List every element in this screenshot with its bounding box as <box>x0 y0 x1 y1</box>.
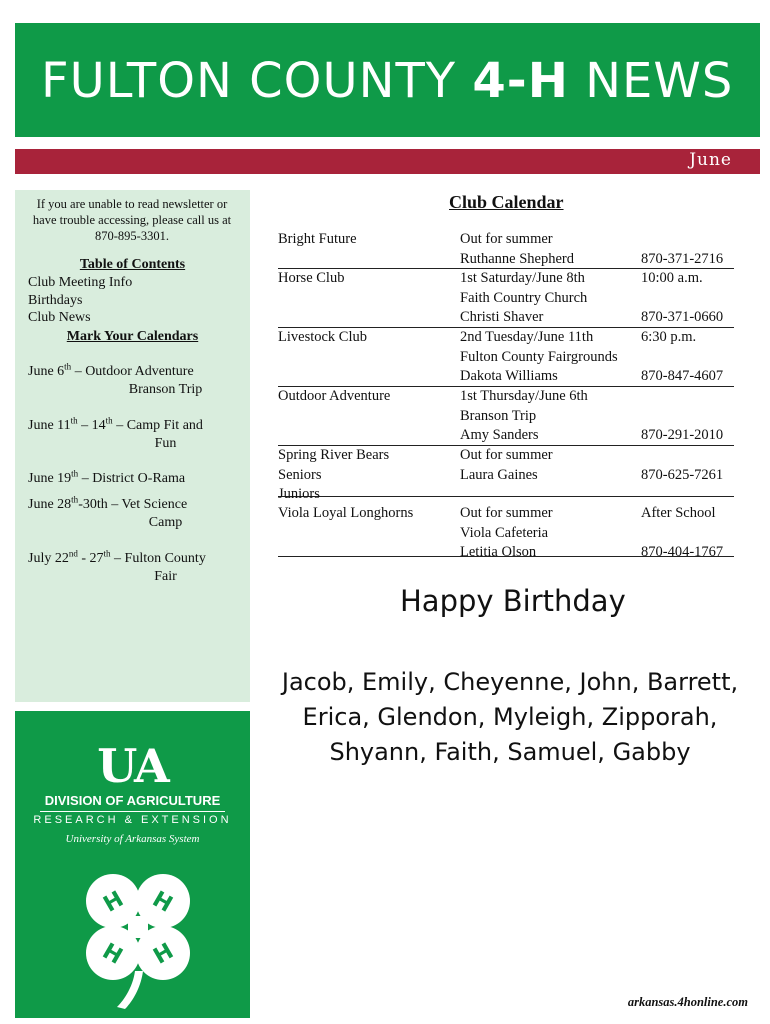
birthday-names-line: Erica, Glendon, Myleigh, Zipporah, <box>302 703 718 731</box>
toc-item: Club News <box>28 310 91 325</box>
logo-divider <box>40 811 225 812</box>
sidebar <box>15 190 250 702</box>
header-banner <box>15 23 760 137</box>
footer-url: arkansas.4honline.com <box>627 995 748 1009</box>
calendar-event: June 6th – Outdoor Adventure Branson Trip <box>28 361 203 397</box>
table-row: Livestock Club 2nd Tuesday/June 11th 6:30 p.m. Fulton County Fairgrounds Dakota Williams 870-847-4607 <box>278 328 734 387</box>
division-text: DIVISION OF AGRICULTURE <box>44 793 221 808</box>
calendar-event: June 11th – 14th – Camp Fit and Fun <box>28 415 203 451</box>
birthday-names-line: Shyann, Faith, Samuel, Gabby <box>329 738 691 766</box>
svg-text:H: H <box>149 938 178 970</box>
table-row: Viola Loyal Longhorns Out for summer After School Viola Cafeteria Letitia Olson 870-404-1767 <box>278 504 734 557</box>
birthday-names-line: Jacob, Emily, Cheyenne, John, Barrett, <box>281 668 739 696</box>
toc-item: Birthdays <box>28 292 83 308</box>
table-row: Spring River Bears Seniors Juniors Out for summer Laura Gaines 870-625-7261 <box>278 446 734 497</box>
ua-logo: UA <box>97 739 168 793</box>
toc-title: Table of Contents <box>79 257 186 272</box>
access-note: If you are unable to read newsletter or have trouble accessing, please call us at 870-895-3301. <box>32 197 232 243</box>
issue-month: June <box>689 150 732 170</box>
system-text: University of Arkansas System <box>65 833 200 845</box>
birthday-names <box>280 665 740 770</box>
newsletter-title: FULTON COUNTY 4-H NEWS <box>41 53 734 109</box>
table-row: Horse Club 1st Saturday/June 8th 10:00 a.m. Faith Country Church Christi Shaver 870-371-0660 <box>278 269 734 328</box>
research-text: RESEARCH & EXTENSION <box>33 814 232 826</box>
calendar-event: July 22nd - 27th – Fulton County Fair <box>28 548 206 584</box>
uada-logo-block <box>15 711 250 1018</box>
svg-text:H: H <box>98 938 127 970</box>
toc-item: Club Meeting Info <box>28 275 133 290</box>
month-bar <box>15 149 760 174</box>
four-h-clover-icon <box>73 861 203 1011</box>
mark-calendars-title: Mark Your Calendars <box>66 329 199 344</box>
toc-list <box>28 274 132 327</box>
svg-text:H: H <box>99 886 128 918</box>
svg-text:H: H <box>148 886 177 918</box>
calendar-event: June 19th – District O-Rama <box>28 468 186 486</box>
birthday-title: Happy Birthday <box>400 584 626 618</box>
table-row: Bright Future Out for summer Ruthanne Shepherd 870-371-2716 <box>278 230 734 269</box>
table-row: Outdoor Adventure 1st Thursday/June 6th Branson Trip Amy Sanders 870-291-2010 <box>278 387 734 446</box>
club-calendar-title: Club Calendar <box>449 192 564 212</box>
calendar-event: June 28th-30th – Vet Science Camp <box>28 494 188 530</box>
